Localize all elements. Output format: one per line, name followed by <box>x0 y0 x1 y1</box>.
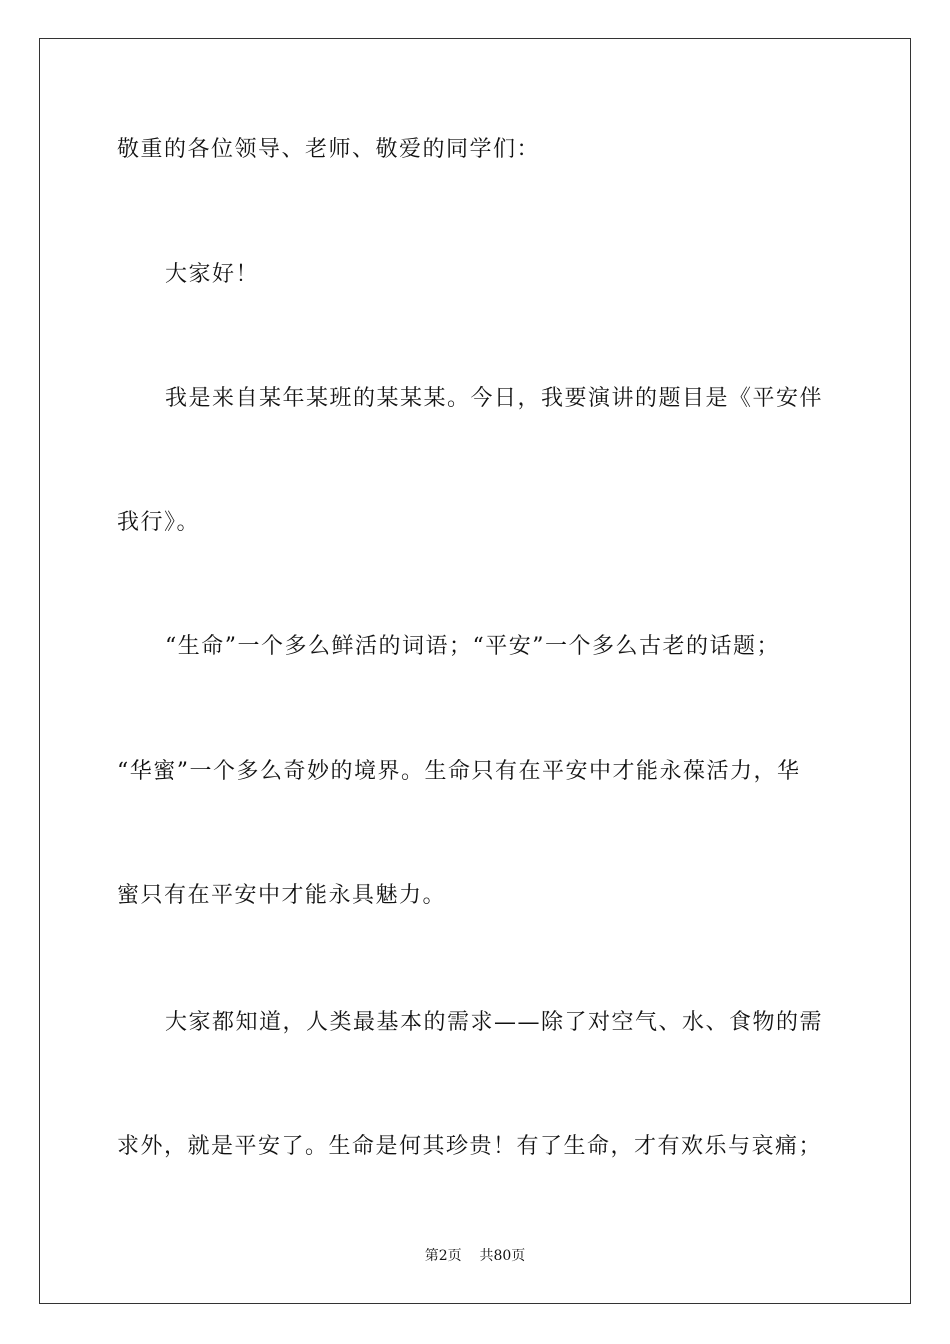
text-line: 求外，就是平安了。生命是何其珍贵！有了生命，才有欢乐与哀痛； <box>117 1134 823 1159</box>
page-number-footer: 第2页 共80页 <box>424 1248 526 1264</box>
page-border <box>39 38 911 1304</box>
text-line: 蜜只有在平安中才能永具魅力。 <box>117 883 447 908</box>
text-line: 敬重的各位领导、老师、敬爱的同学们： <box>117 137 541 162</box>
text-line: 大家都知道，人类最基本的需求——除了对空气、水、食物的需 <box>165 1010 824 1035</box>
text-line: 我行》。 <box>117 510 201 535</box>
text-line: 大家好！ <box>165 262 260 287</box>
text-line: “生命”一个多么鲜活的词语；“平安”一个多么古老的话题； <box>165 634 780 659</box>
text-line: 我是来自某年某班的某某某。今日，我要演讲的题目是《平安伴 <box>165 386 824 411</box>
text-line: “华蜜”一个多么奇妙的境界。生命只有在平安中才能永葆活力，华 <box>117 759 801 784</box>
